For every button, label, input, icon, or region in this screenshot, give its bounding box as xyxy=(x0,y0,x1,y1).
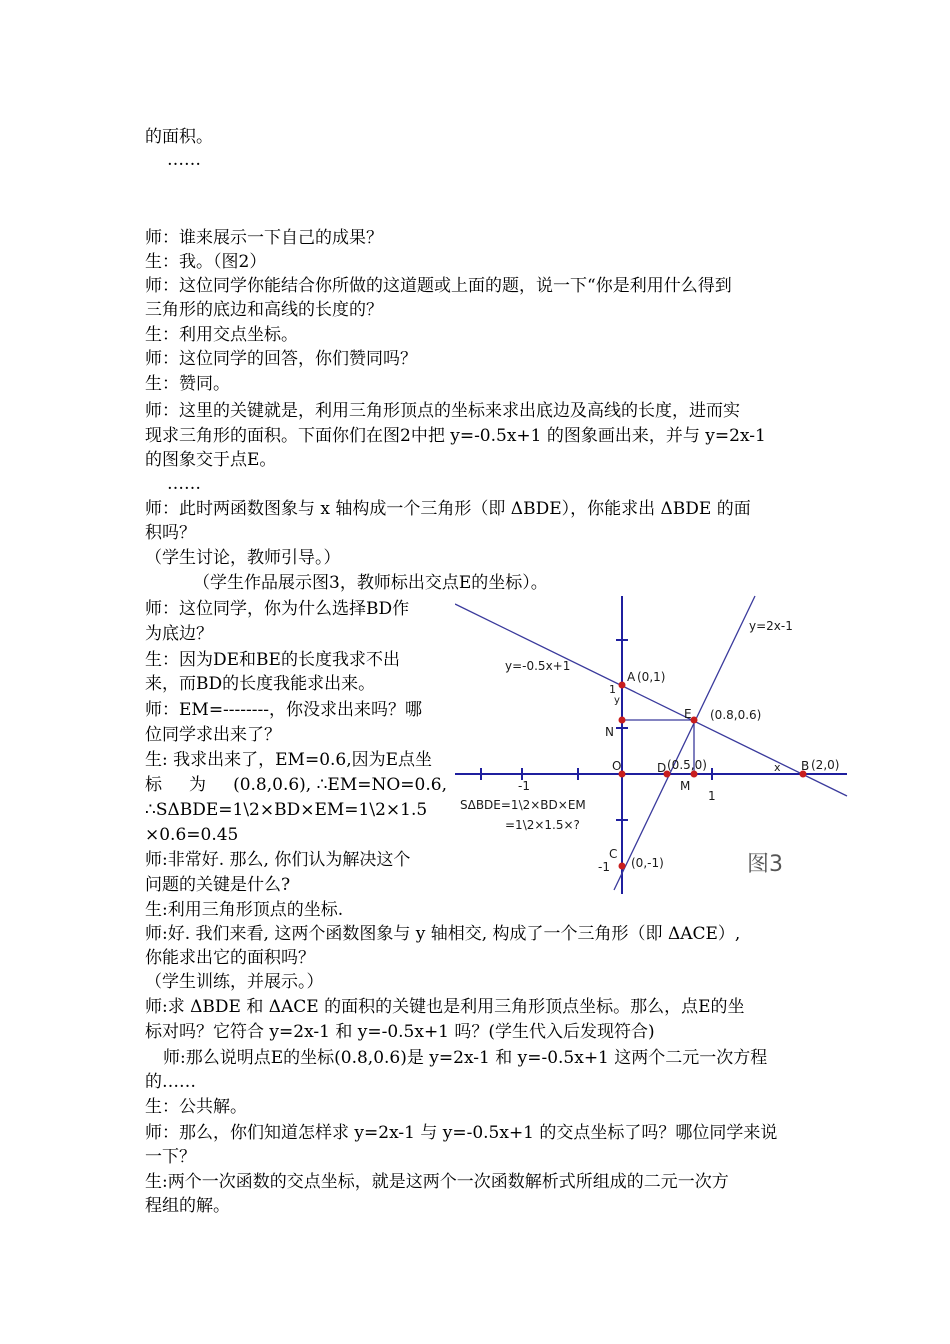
text-line: 师:求 ΔBDE 和 ΔACE 的面积的关键也是利用三角形顶点坐标。那么，点E的坐 xyxy=(145,997,745,1017)
text-line: 生：赞同。 xyxy=(145,374,230,394)
text-line: 师：谁来展示一下自己的成果？ xyxy=(145,228,383,248)
text-line: 程组的解。 xyxy=(145,1196,230,1216)
text-line: 为底边？ xyxy=(145,624,213,644)
text-line: 位同学求出来了？ xyxy=(145,725,281,745)
area-formula-2: =1\2×1.5×? xyxy=(505,818,580,832)
text-line: 师:非常好. 那么, 你们认为解决这个 xyxy=(145,850,411,870)
label-A: A xyxy=(627,670,636,684)
text-line: ×0.6=0.45 xyxy=(145,825,239,845)
text-line: 师：这里的关键就是，利用三角形顶点的坐标来求出底边及高线的长度，进而实 xyxy=(145,401,740,421)
label-E: E xyxy=(684,707,692,721)
text-line: （学生训练，并展示。） xyxy=(145,972,324,992)
text-line: 的面积。 xyxy=(145,127,213,147)
label-C-coord: (0,-1) xyxy=(631,856,664,870)
label-y: y xyxy=(614,695,620,706)
text-line: 问题的关键是什么? xyxy=(145,875,291,895)
point-N xyxy=(619,717,626,724)
text-line xyxy=(145,773,447,797)
text-line: 的…… xyxy=(145,1072,196,1092)
text-line: 来，而BD的长度我能求出来。 xyxy=(145,674,376,694)
label-D-coord: (0.5,0) xyxy=(667,758,707,772)
label-A-coord: (0,1) xyxy=(637,670,666,684)
text-line: 师：那么，你们知道怎样求 y=2x-1 与 y=-0.5x+1 的交点坐标了吗？哪位同学来说 xyxy=(145,1123,778,1143)
ellipsis: …… xyxy=(167,474,201,494)
text-line: 生:两个一次函数的交点坐标，就是这两个一次函数解析式所组成的二元一次方 xyxy=(145,1172,729,1192)
text-line: 积吗？ xyxy=(145,523,196,543)
tick-label: -1 xyxy=(598,860,610,874)
text-line: 师:好. 我们来看, 这两个函数图象与 y 轴相交, 构成了一个三角形（即 ΔACE）, xyxy=(145,924,741,944)
text-line: 师：EM=--------，你没求出来吗？哪 xyxy=(145,700,423,720)
text-line: 你能求出它的面积吗？ xyxy=(145,948,315,968)
text-line: 的图象交于点E。 xyxy=(145,450,277,470)
text-line: 生: 我求出来了，EM=0.6,因为E点坐 xyxy=(145,750,433,770)
label-D: D xyxy=(657,761,667,775)
text-line: 三角形的底边和高线的长度的？ xyxy=(145,300,383,320)
text-line: ∴SΔBDE=1\2×BD×EM=1\2×1.5 xyxy=(145,800,428,820)
line-y-2x-minus-1 xyxy=(614,596,755,890)
label-B-coord: (2,0) xyxy=(811,758,840,772)
text-fragment: 标 xyxy=(145,775,162,795)
text-line: 师：这位同学你能结合你所做的这道题或上面的题，说一下“你是利用什么得到 xyxy=(145,276,732,296)
text-line: （学生作品展示图3，教师标出交点E的坐标）。 xyxy=(193,573,548,593)
label-C: C xyxy=(609,847,618,861)
text-line: 一下？ xyxy=(145,1147,196,1167)
label-x: x xyxy=(774,761,781,774)
area-formula-1: SΔBDE=1\2×BD×EM xyxy=(460,798,586,812)
label-line2: y=-0.5x+1 xyxy=(505,659,571,673)
tick-label: 1 xyxy=(708,789,716,803)
tick-label: -1 xyxy=(518,779,530,793)
text-line: 标对吗？它符合 y=2x-1 和 y=-0.5x+1 吗？(学生代入后发现符合) xyxy=(145,1022,655,1042)
label-M: M xyxy=(680,779,691,793)
text-line: 师:那么说明点E的坐标(0.8,0.6)是 y=2x-1 和 y=-0.5x+1 这两个二元一次方程 xyxy=(163,1048,768,1068)
label-B: B xyxy=(801,759,810,773)
text-line: 生：因为DE和BE的长度我求不出 xyxy=(145,650,400,670)
figure-caption: 图3 xyxy=(747,852,783,877)
text-line: 师：此时两函数图象与 x 轴构成一个三角形（即 ΔBDE），你能求出 ΔBDE 的面 xyxy=(145,499,751,519)
text-line: 生：公共解。 xyxy=(145,1097,247,1117)
text-line: 师：这位同学，你为什么选择BD作 xyxy=(145,599,410,619)
text-line: （学生讨论，教师引导。） xyxy=(145,548,341,568)
text-fragment: (0.8,0.6), ∴EM=NO=0.6, xyxy=(233,775,447,795)
text-line: 生:利用三角形顶点的坐标. xyxy=(145,900,344,920)
label-E-coord: (0.8,0.6) xyxy=(710,708,762,722)
text-line: 师：这位同学的回答，你们赞同吗？ xyxy=(145,349,417,369)
tick-label: 1 xyxy=(609,683,616,696)
label-O: O xyxy=(612,759,622,773)
figure-3-graph xyxy=(455,590,850,896)
point-C xyxy=(619,863,626,870)
ellipsis: …… xyxy=(167,150,201,170)
text-fragment: 为 xyxy=(189,775,207,795)
point-A xyxy=(619,682,626,689)
text-line: 现求三角形的面积。下面你们在图2中把 y=-0.5x+1 的图象画出来，并与 y=2x-1 xyxy=(145,426,766,446)
text-line: 生：我。（图2） xyxy=(145,252,267,272)
text-line: 生：利用交点坐标。 xyxy=(145,325,298,345)
label-N: N xyxy=(605,725,614,739)
label-line1: y=2x-1 xyxy=(749,619,793,633)
